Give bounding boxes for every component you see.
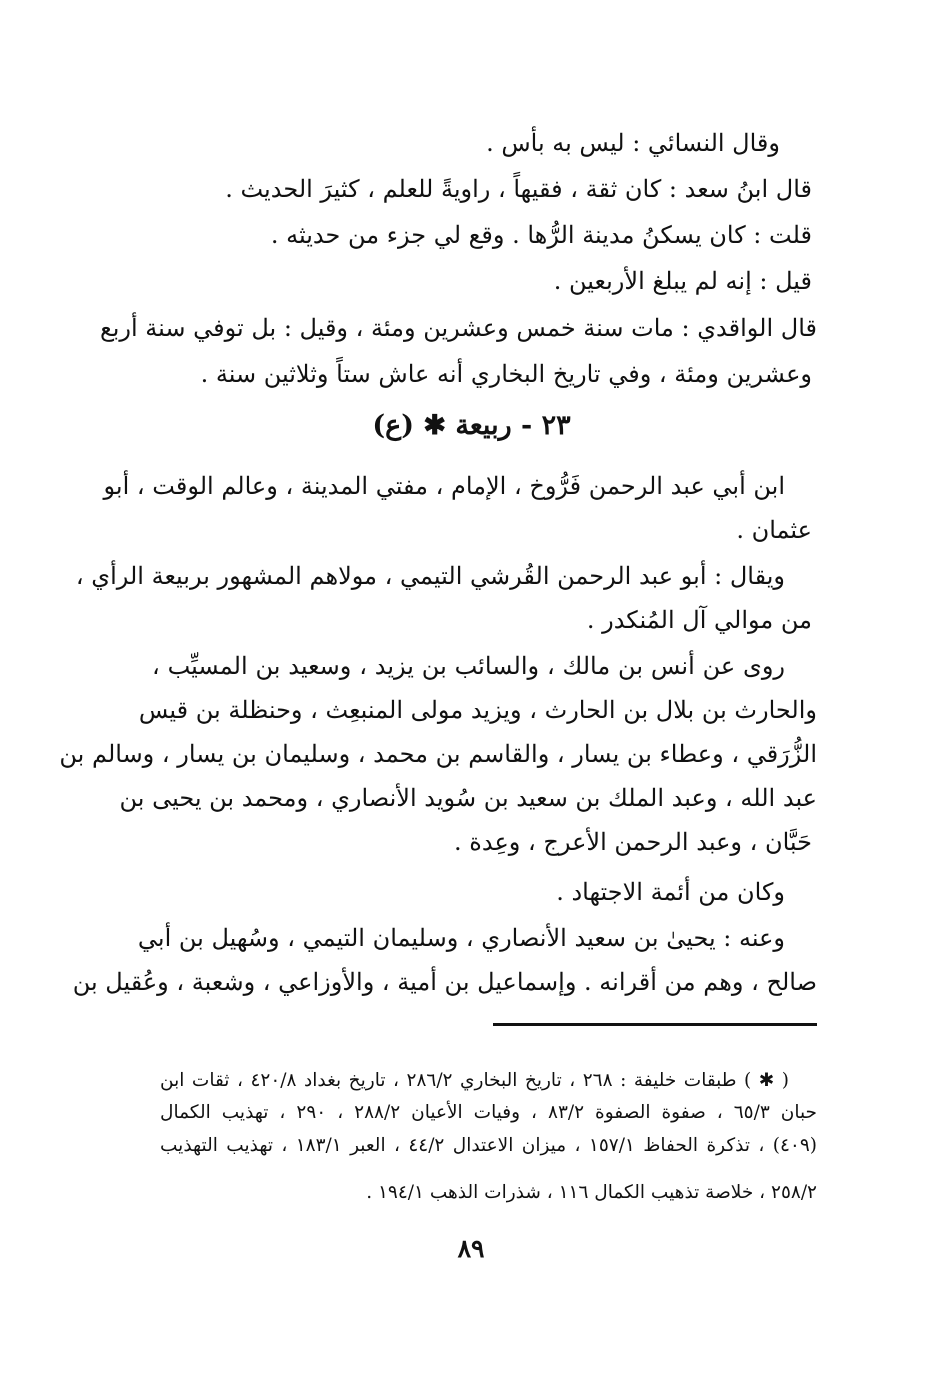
- footnote-divider: [493, 1023, 817, 1026]
- page-number: ٨٩: [457, 1234, 485, 1263]
- text-line: صالح ، وهم من أقرانه . وإسماعيل بن أمية ، والأوزاعي ، وشعبة ، وعُقيل بن: [72, 968, 817, 996]
- text-line: ويقال : أبو عبد الرحمن القُرشي التيمي ، مولاهم المشهور بربيعة الرأي ،: [75, 562, 785, 590]
- text-line: قيل : إنه لم يبلغ الأربعين .: [553, 267, 812, 295]
- text-line: الزُّرَقي ، وعطاء بن يسار ، والقاسم بن محمد ، وسليمان بن يسار ، وسالم بن: [59, 740, 817, 768]
- text-line: وقال النسائي : ليس به بأس .: [486, 129, 780, 157]
- text-line: حَبَّان ، وعبد الرحمن الأعرج ، وعِدة .: [454, 828, 812, 856]
- text-line: روى عن أنس بن مالك ، والسائب بن يزيد ، وسعيد بن المسيِّب ،: [152, 652, 785, 680]
- footnote-line: ٢٥٨/٢ ، خلاصة تذهيب الكمال ١١٦ ، شذرات الذهب ١٩٤/١ .: [366, 1182, 817, 1203]
- footnote-line: (٤٠٩) ، تذكرة الحفاظ ١٥٧/١ ، ميزان الاعتدال ٤٤/٢ ، العبر ١٨٣/١ ، تهذيب التهذيب: [160, 1135, 817, 1156]
- text-line: وعشرين ومئة ، وفي تاريخ البخاري أنه عاش ستاً وثلاثين سنة .: [200, 360, 812, 388]
- text-line: ابن أبي عبد الرحمن فَرُّوخ ، الإمام ، مفتي المدينة ، وعالم الوقت ، أبو: [103, 472, 785, 500]
- text-line: قال ابنُ سعد : كان ثقة ، فقيهاً ، راويةً للعلم ، كثيرَ الحديث .: [225, 175, 812, 203]
- text-line: عثمان .: [736, 516, 812, 544]
- footnote-line: ( ✱ ) طبقات خليفة : ٢٦٨ ، تاريخ البخاري ٢٨٦/٢ ، تاريخ بغداد ٤٢٠/٨ ، ثقات ابن: [160, 1070, 790, 1091]
- text-line: وكان من أئمة الاجتهاد .: [556, 878, 785, 906]
- entry-heading: ٢٣ - ربيعة ✱ (ع): [372, 410, 571, 441]
- text-line: والحارث بن بلال بن الحارث ، ويزيد مولى المنبعِث ، وحنظلة بن قيس: [138, 696, 817, 724]
- footnote-line: حبان ٦٥/٣ ، صفوة الصفوة ٨٣/٢ ، وفيات الأعيان ٢٨٨/٢ ، ٢٩٠ ، تهذيب الكمال: [160, 1102, 817, 1123]
- text-line: قال الواقدي : مات سنة خمس وعشرين ومئة ، وقيل : بل توفي سنة أربع: [99, 314, 817, 342]
- text-line: قلت : كان يسكنُ مدينة الرُّها . وقع لي جزء من حديثه .: [270, 221, 812, 249]
- text-line: من موالي آل المُنكدر .: [586, 606, 812, 634]
- text-line: وعنه : يحيىٰ بن سعيد الأنصاري ، وسليمان التيمي ، وسُهيل بن أبي: [137, 924, 785, 952]
- text-line: عبد الله ، وعبد الملك بن سعيد بن سُويد الأنصاري ، ومحمد بن يحيى بن: [119, 784, 817, 812]
